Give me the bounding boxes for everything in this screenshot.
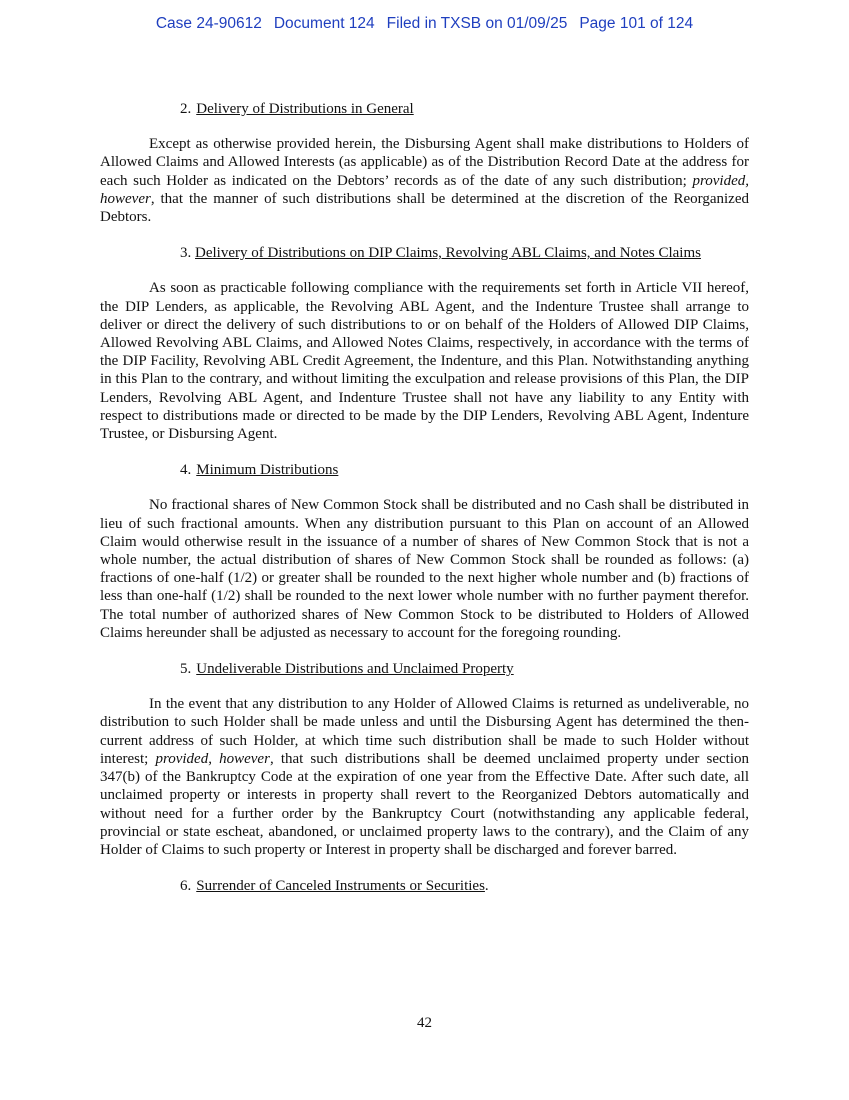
section-2-paragraph [100,135,749,226]
section-6-heading [100,877,749,895]
filing-document-number: Document 124 [273,15,375,32]
filing-date: Filed in TXSB on 01/09/25 [386,15,568,32]
section-6-title: Surrender of Canceled Instruments or Securities [196,878,485,895]
section-2-emphasis: provided, however [100,172,749,207]
section-5-text-b: , that such distributions shall be deemed unclaimed property under section 347(b) of the Bankruptcy Code at the expiration of one year from the Effective Date. After such date, all unclaimed property or interests in property shall revert to the Reorganized Debtors automatically and without need for a further order by the Bankruptcy Court (notwithstanding any applicable federal, provincial or state escheat, abandoned, or unclaimed property laws to the contrary), and the Claim of any Holder of Claims to such property or Interest in property shall be discharged and forever barred. [100,750,750,858]
section-5-emphasis-however: however [219,750,270,767]
section-3-heading [131,244,749,262]
section-4-title: Minimum Distributions [196,462,339,479]
section-5-title: Undeliverable Distributions and Unclaimed Property [196,661,514,678]
section-5-number: 5. [180,661,192,678]
section-4-paragraph: No fractional shares of New Common Stock shall be distributed and no Cash shall be distributed in lieu of such fractional amounts. When any distribution pursuant to this Plan on account of an Allowed Claim would otherwise result in the issuance of a number of shares of New Common Stock that is not a whole number, the actual distribution of shares of New Common Stock shall be rounded as follows: (a) fractions of one-half (1/2) or greater shall be rounded to the next higher whole number and (b) fractions of less than one-half (1/2) shall be rounded to the next lower whole number with no further payment therefor. The total number of authorized shares of New Common Stock to be distributed to Holders of Allowed Claims hereunder shall be adjusted as necessary to account for the foregoing rounding. [100,497,749,641]
section-5-paragraph [100,695,749,859]
filing-header [0,15,849,33]
section-3-title: Delivery of Distributions on DIP Claims, Revolving ABL Claims, and Notes Claims [195,245,701,262]
filing-page-count: Page 101 of 124 [579,15,694,32]
section-3-number: 3. [180,245,192,262]
section-5-heading [100,660,749,678]
section-6-number: 6. [180,878,192,895]
section-5-emphasis-provided: provided [155,750,209,767]
section-5-text-a: In the event that any distribution to any Holder of Allowed Claims is returned as undeliverable, no distribution to such Holder shall be made unless and until the Disbursing Agent has determined the then-current address of such Holder, at which time such distribution shall be made to such Holder without interest; [100,696,749,767]
section-2-title: Delivery of Distributions in General [196,101,414,117]
page-number: 42 [417,1015,432,1031]
section-5-comma: , [208,750,220,767]
section-2-number: 2. [180,101,192,117]
document-body [100,100,749,912]
section-4-heading [100,461,749,479]
section-2-heading [100,100,749,118]
filing-case-number: Case 24-90612 [155,15,262,32]
section-2-text-a: Except as otherwise provided herein, the Disbursing Agent shall make distributions to Holders of Allowed Claims and Allowed Interests (as applicable) as of the Distribution Record Date at the address for each such Holder as indicated on the Debtors’ records as of the date of any such distribution; [100,136,749,189]
section-3-paragraph: As soon as practicable following compliance with the requirements set forth in Article VII hereof, the DIP Lenders, as applicable, the Revolving ABL Agent, and the Indenture Trustee shall arrange to deliver or direct the delivery of such distributions to or on behalf of the Holders of Allowed DIP Claims, Allowed Revolving ABL Claims, and Allowed Notes Claims, respectively, in accordance with the terms of the DIP Facility, Revolving ABL Credit Agreement, the Indenture, and this Plan. Notwithstanding anything in this Plan to the contrary, and without limiting the exculpation and release provisions of this Plan, the DIP Lenders, Revolving ABL Agent, and Indenture Trustee shall not have any liability to any Entity with respect to distributions made or directed to be made by the DIP Lenders, Revolving ABL Agent, Indenture Trustee, or Disbursing Agent. [100,280,749,443]
section-6-period: . [484,878,489,895]
section-2-text-b: , that the manner of such distributions shall be determined at the discretion of the Reorganized Debtors. [100,190,749,226]
section-4-number: 4. [180,462,192,479]
